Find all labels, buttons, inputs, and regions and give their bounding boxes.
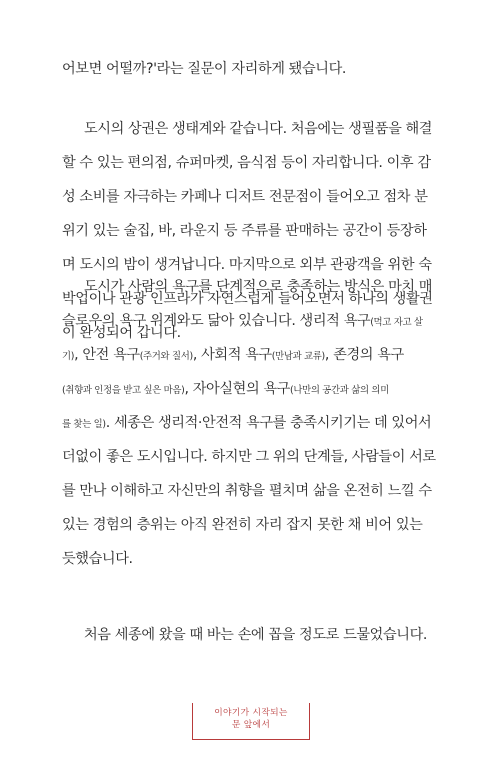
annotation-text: (만남과 교류)	[271, 351, 325, 362]
body-text: , 존경의 욕구	[324, 347, 404, 363]
body-text: 를 만나 이해하고 자신만의 취향을 펼치며 삶을 온전히 느낄 수	[62, 483, 432, 499]
annotation-text: 기)	[62, 351, 75, 362]
body-text: 어보면 어떨까?'라는 질문이 자리하게 됐습니다.	[62, 61, 346, 77]
body-text: , 사회적 욕구	[192, 347, 272, 363]
body-text: 며 도시의 밤이 생겨납니다. 마지막으로 외부 관광객을 위한 숙	[62, 257, 432, 273]
body-text: 도시가 사람의 욕구를 단계적으로 충족하는 방식은 마치 매	[84, 279, 433, 295]
footer-title-line-1: 이야기가 시작되는	[214, 708, 288, 718]
body-text: 더없이 좋은 도시입니다. 하지만 그 위의 단계들, 사람들이 서로	[62, 449, 436, 465]
paragraph-continued	[62, 52, 440, 86]
footer-title-line-2: 문 앞에서	[231, 720, 271, 730]
text-line	[62, 304, 440, 338]
text-line	[62, 270, 440, 304]
text-line	[62, 338, 440, 372]
text-line	[62, 52, 440, 86]
annotation-text: (먹고 자고 살	[370, 317, 423, 328]
annotation-text: (나만의 공간과 삶의 의미	[289, 385, 389, 396]
body-text: 위기 있는 술집, 바, 라운지 등 주류를 판매하는 공간이 등장하	[62, 223, 427, 239]
annotation-text: 를 찾는 일)	[62, 419, 106, 430]
body-text: 처음 세종에 왔을 때 바는 손에 꼽을 정도로 드물었습니다.	[84, 627, 428, 643]
text-line	[62, 542, 440, 576]
body-text: 박업이나 관광 인프라가 자연스럽게 들어오면서 하나의 생활권	[62, 291, 433, 307]
text-line	[62, 618, 440, 652]
text-line	[62, 372, 440, 406]
text-line	[62, 440, 440, 474]
text-line	[62, 146, 440, 180]
body-text: , 자아실현의 욕구	[184, 381, 290, 397]
body-text: 있는 경험의 층위는 아직 완전히 자리 잡지 못한 채 비어 있는	[62, 517, 423, 533]
annotation-text: (주거와 질서)	[139, 351, 193, 362]
body-text: 할 수 있는 편의점, 슈퍼마켓, 음식점 등이 자리합니다. 이후 감	[62, 155, 431, 171]
text-line	[62, 112, 440, 146]
body-text: . 세종은 생리적·안전적 욕구를 충족시키기는 데 있어서	[105, 415, 432, 431]
text-line	[62, 474, 440, 508]
body-text: 도시의 상권은 생태계와 같습니다. 처음에는 생필품을 해결	[84, 121, 433, 137]
annotation-text: (취향과 인정을 받고 싶은 마음)	[62, 385, 185, 396]
body-text: 이 완성되어 갑니다.	[62, 325, 181, 341]
text-line	[62, 214, 440, 248]
body-text: 슬로우의 욕구 위계와도 닮아 있습니다. 생리적 욕구	[62, 313, 371, 329]
paragraph-first-arrival	[62, 618, 440, 652]
text-line	[62, 180, 440, 214]
running-footer	[192, 703, 310, 740]
body-text: 성 소비를 자극하는 카페나 디저트 전문점이 들어오고 점차 분	[62, 189, 428, 205]
text-line	[62, 508, 440, 542]
paragraph-hierarchy-of-needs	[62, 270, 440, 576]
text-line	[62, 406, 440, 440]
body-text: 듯했습니다.	[62, 551, 133, 567]
body-text: , 안전 욕구	[74, 347, 140, 363]
